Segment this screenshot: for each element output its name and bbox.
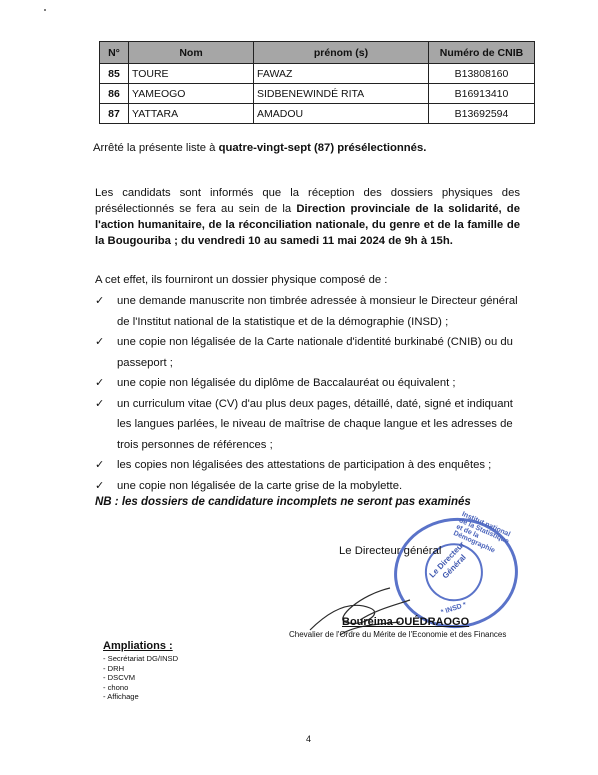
item-line: de l'Institut national de la statistique et de la démographie (INSD) ;: [117, 315, 449, 328]
row-num: 85: [100, 64, 129, 84]
signatory-role: Le Directeur général: [339, 545, 442, 557]
item-line: une copie non légalisée de la Carte nationale d'identité burkinabé (CNIB) ou du: [117, 336, 513, 348]
stamp-center-text: Le Directeur Général: [427, 539, 468, 581]
intro-line: A cet effet, ils fourniront un dossier physique composé de :: [95, 274, 388, 286]
row-prenom: FAWAZ: [254, 64, 429, 84]
header-prenom: prénom (s): [254, 42, 429, 64]
list-item: [95, 476, 520, 497]
row-cnib: B16913410: [429, 84, 535, 104]
list-item: [95, 373, 520, 394]
table-row: [100, 64, 535, 84]
reception-line-2: [95, 201, 520, 217]
reception-line-2-bold: Direction provinciale de la solidarité, de: [296, 203, 520, 215]
row-nom: YATTARA: [129, 104, 254, 124]
reception-line-4: la Bougouriba ; du vendredi 10 au samedi 11 mai 2024 de 9h à 15h.: [95, 235, 453, 247]
header-cnib: Numéro de CNIB: [429, 42, 535, 64]
stamp-ring-text: Institut national de la Statistique et de la Démographie: [452, 510, 512, 555]
arrete-bold: quatre-vingt-sept (87) présélectionnés.: [218, 142, 427, 154]
row-num: 86: [100, 84, 129, 104]
item-line: une demande manuscrite non timbrée adressée à monsieur le Directeur général: [117, 295, 518, 307]
item-line: trois personnes de références ;: [117, 438, 273, 451]
page-number: 4: [306, 734, 312, 744]
nb-note: NB : les dossiers de candidature incomplets ne seront pas examinés: [95, 496, 471, 508]
row-prenom: SIDBENEWINDÉ RITA: [254, 84, 429, 104]
checkmark-icon: ✓: [95, 336, 105, 348]
list-item: [95, 394, 520, 456]
ampliations-list: [103, 654, 178, 702]
list-item: - Affichage: [103, 692, 139, 701]
header-nom: Nom: [129, 42, 254, 64]
document-checklist: [95, 291, 520, 496]
signatory-name: Boureima OUÉDRAOGO: [342, 616, 470, 628]
arrete-line: [93, 140, 426, 156]
scan-speck: [44, 9, 46, 11]
checkmark-icon: ✓: [95, 479, 105, 492]
list-item: [95, 455, 520, 476]
checkmark-icon: ✓: [95, 377, 105, 389]
row-num: 87: [100, 104, 129, 124]
list-item: - DRH: [103, 663, 125, 673]
arrete-prefix: Arrêté la présente liste à: [93, 142, 219, 154]
ampliations-title: Ampliations :: [103, 640, 173, 652]
row-prenom: AMADOU: [254, 104, 429, 124]
list-item: - DSCVM: [103, 673, 136, 682]
reception-line-3: l'action humanitaire, de la réconciliation nationale, du genre et de la famille de: [95, 219, 520, 231]
item-line: les langues parlées, le niveau de maîtrise de chaque langue et les adresses de: [117, 418, 513, 430]
table-row: [100, 84, 535, 104]
item-line: les copies non légalisées des attestations de participation à des enquêtes ;: [117, 459, 492, 471]
list-item: [95, 332, 520, 373]
item-line: une copie non légalisée du diplôme de Baccalauréat ou équivalent ;: [117, 377, 456, 389]
row-nom: TOURE: [129, 64, 254, 84]
list-item: - Secrétariat DG/INSD: [103, 654, 179, 663]
table-header-row: [100, 42, 535, 64]
item-line: un curriculum vitae (CV) d'au plus deux pages, détaillé, daté, signé et indiquant: [117, 397, 513, 410]
checkmark-icon: ✓: [95, 295, 105, 307]
row-cnib: B13692594: [429, 104, 535, 124]
list-item: - chono: [103, 682, 129, 692]
header-num: N°: [100, 42, 129, 64]
item-line: passeport ;: [117, 356, 173, 369]
checkmark-icon: ✓: [95, 397, 105, 410]
candidates-table: [99, 41, 535, 124]
item-line: une copie non légalisée de la carte grise de la mobylette.: [117, 479, 403, 492]
checkmark-icon: ✓: [95, 459, 105, 471]
stamp-bottom-text: * INSD *: [440, 601, 468, 617]
row-cnib: B13808160: [429, 64, 535, 84]
reception-line-1: Les candidats sont informés que la réception des dossiers physiques des: [95, 187, 520, 199]
reception-line-2-normal: présélectionnés se fera au sein de la: [95, 203, 297, 215]
table-row: [100, 104, 535, 124]
list-item: [95, 291, 520, 332]
signatory-title: Chevalier de l'Ordre du Mérite de l'Economie et des Finances: [289, 630, 507, 639]
row-nom: YAMEOGO: [129, 84, 254, 104]
